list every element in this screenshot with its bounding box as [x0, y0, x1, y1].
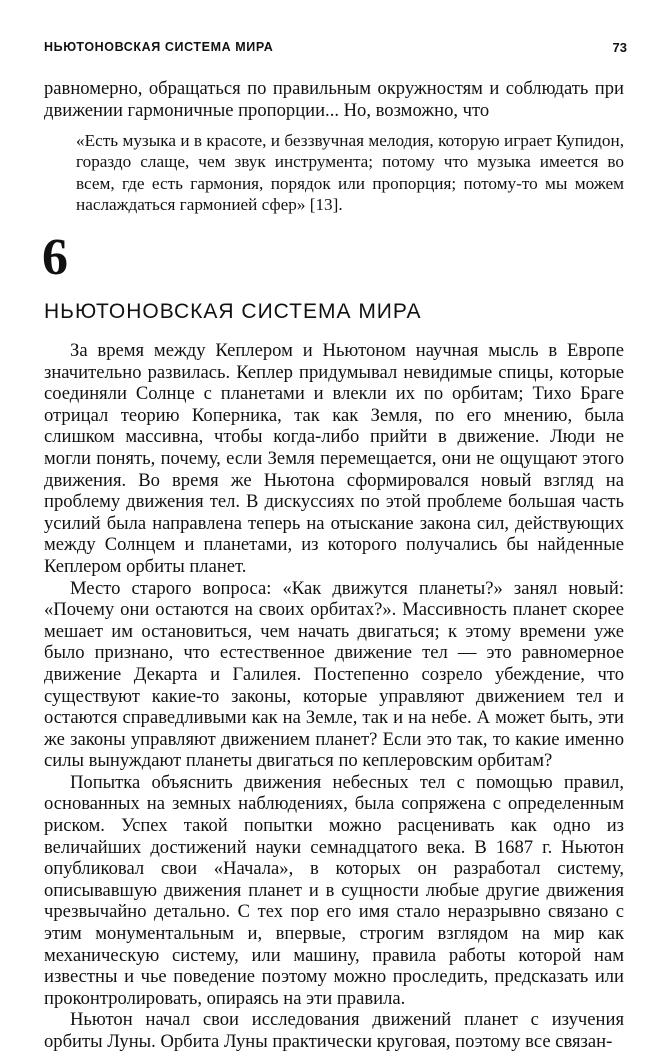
- paragraph: Место старого вопроса: «Как движутся планеты?» занял новый: «Почему они остаются на своих орбитах?». Массивность планет скорее мешает им остановиться, чем начать двигаться; к этому времени уже было признано, что естественное движение тел — это равномерное движение Декарта и Галилея. Постепенно созрело убеждение, что существуют какие-то законы, которые управляют движением тел и остаются справедливыми как на Земле, так и на небе. А может быть, эти же законы управляют движением планет? Если это так, то какие именно силы вынуждают планеты двигаться по кеплеровским орбитам?: [44, 577, 624, 772]
- continuation-paragraph: равномерно, обращаться по правильным окружностям и соблюдать при движении гармоничные пропорции... Но, возможно, что: [44, 78, 624, 121]
- chapter-title: НЬЮТОНОВСКАЯ СИСТЕМА МИРА: [44, 300, 422, 323]
- paragraph: Ньютон начал свои исследования движений планет с изучения орбиты Луны. Орбита Луны практически круговая, поэтому все связан-: [44, 1009, 624, 1052]
- paragraph: За время между Кеплером и Ньютоном научная мысль в Европе значительно развилась. Кеплер придумывал невидимые спицы, которые соединяли Солнце с планетами и влекли их по орбитам; Тихо Браге отрицал теорию Коперника, так как Земля, по его мнению, была слишком массивна, чтобы когда-либо прийти в движение. Люди не могли понять, почему, если Земля перемещается, они не ощущают этого движения. Во время же Ньютона сформировался новый взгляд на проблему движения тел. В дискуссиях по этой проблеме большая часть усилий была направлена теперь на отыскание закона сил, действующих между Солнцем и планетами, из которого получались бы найденные Кеплером орбиты планет.: [44, 340, 624, 577]
- page-number: 73: [612, 40, 627, 55]
- chapter-number: 6: [42, 229, 68, 286]
- chapter-body: [44, 340, 624, 1053]
- paragraph: Попытка объяснить движения небесных тел с помощью правил, основанных на земных наблюдениях, была сопряжена с определенным риском. Успех такой попытки можно расценивать как одно из величайших достижений науки семнадцатого века. В 1687 г. Ньютон опубликовал свои «Начала», в которых он разработал систему, описывавшую движения планет и в сущности любые другие движения чрезвычайно детально. С тех пор его имя стало неразрывно связано с этим монументальным и, впервые, строгим взглядом на мир как механическую систему, или машину, правила работы которой нам известны и чье поведение поэтому можно проследить, предсказать или проконтролировать, опираясь на эти правила.: [44, 771, 624, 1009]
- epigraph-quote: «Есть музыка и в красоте, и беззвучная мелодия, которую играет Купидон, гораздо слаще, чем звук инструмента; потому что музыка имеется во всем, где есть гармония, порядок или пропорция; потому-то мы можем наслаждаться гармонией сфер» [13].: [76, 131, 624, 215]
- running-head: НЬЮТОНОВСКАЯ СИСТЕМА МИРА: [44, 40, 274, 54]
